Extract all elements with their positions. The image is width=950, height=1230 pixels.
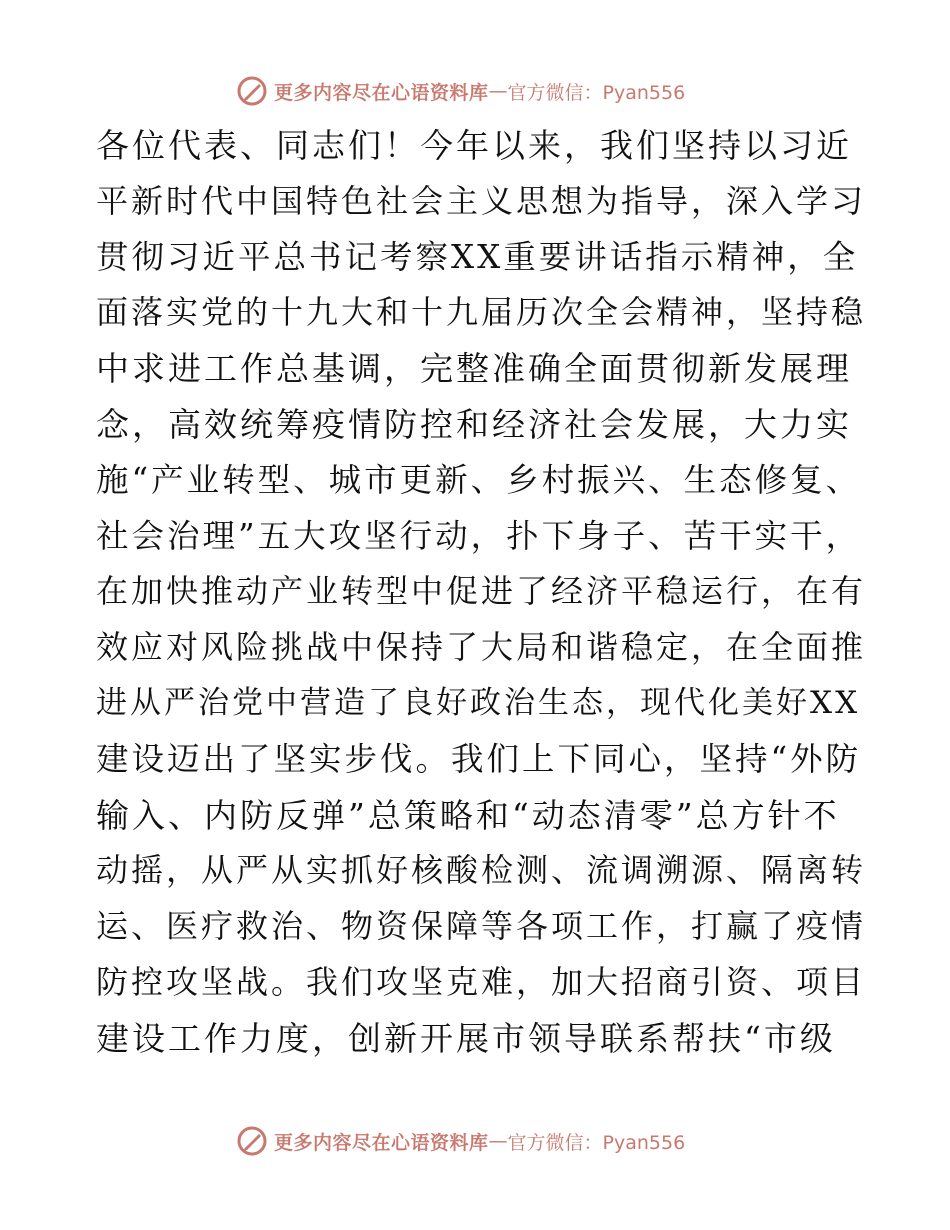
text-line: 贯彻习近平总书记考察XX重要讲话指示精神，全 — [96, 237, 859, 276]
watermark-contact-text: 官方微信：Pyan556 — [507, 1131, 686, 1154]
text-line: 平新时代中国特色社会主义思想为指导，深入学习 — [96, 181, 866, 220]
text-line: 建设工作力度，创新开展市领导联系帮扶“市级 — [96, 1018, 836, 1058]
text-line: 建设迈出了坚实步伐。我们上下同心，坚持“外防 — [96, 739, 862, 778]
watermark-separator: — — [488, 1130, 508, 1152]
text-line: 中求进工作总基调，完整准确全面贯彻新发展理 — [96, 349, 852, 389]
body-paragraph — [96, 118, 866, 1067]
text-line: 动摇，从严从实抓好核酸检测、流调溯源、隔离转 — [96, 851, 866, 890]
text-line: 面落实党的十九大和十九届历次全会精神，坚持稳 — [96, 293, 866, 332]
watermark-separator: — — [488, 80, 508, 102]
text-line: 施“产业转型、城市更新、乡村振兴、生态修复、 — [96, 460, 862, 499]
quill-logo-icon — [236, 75, 268, 107]
text-line: 社会治理”五大攻坚行动，扑下身子、苦干实干， — [96, 516, 862, 555]
text-line: 效应对风险挑战中保持了大局和谐稳定，在全面推 — [96, 628, 866, 667]
footer-watermark — [236, 1124, 685, 1158]
watermark-contact-text: 官方微信：Pyan556 — [507, 81, 686, 104]
text-line: 运、医疗救治、物资保障等各项工作，打赢了疫情 — [96, 907, 866, 946]
text-line: 在加快推动产业转型中促进了经济平稳运行，在有 — [96, 572, 866, 611]
text-line: 输入、内防反弹”总策略和“动态清零”总方针不 — [96, 795, 840, 835]
header-watermark — [236, 74, 685, 108]
text-line: 各位代表、同志们！今年以来，我们坚持以习近 — [96, 126, 852, 165]
text-line: 进从严治党中营造了良好政治生态，现代化美好XX — [96, 684, 861, 721]
text-line: 防控攻坚战。我们攻坚克难，加大招商引资、项目 — [96, 962, 866, 1001]
watermark-main-text: 更多内容尽在心语资料库 — [274, 81, 489, 104]
text-line: 念，高效统筹疫情防控和经济社会发展，大力实 — [96, 404, 852, 444]
quill-logo-icon — [236, 1125, 268, 1157]
watermark-main-text: 更多内容尽在心语资料库 — [274, 1131, 489, 1154]
